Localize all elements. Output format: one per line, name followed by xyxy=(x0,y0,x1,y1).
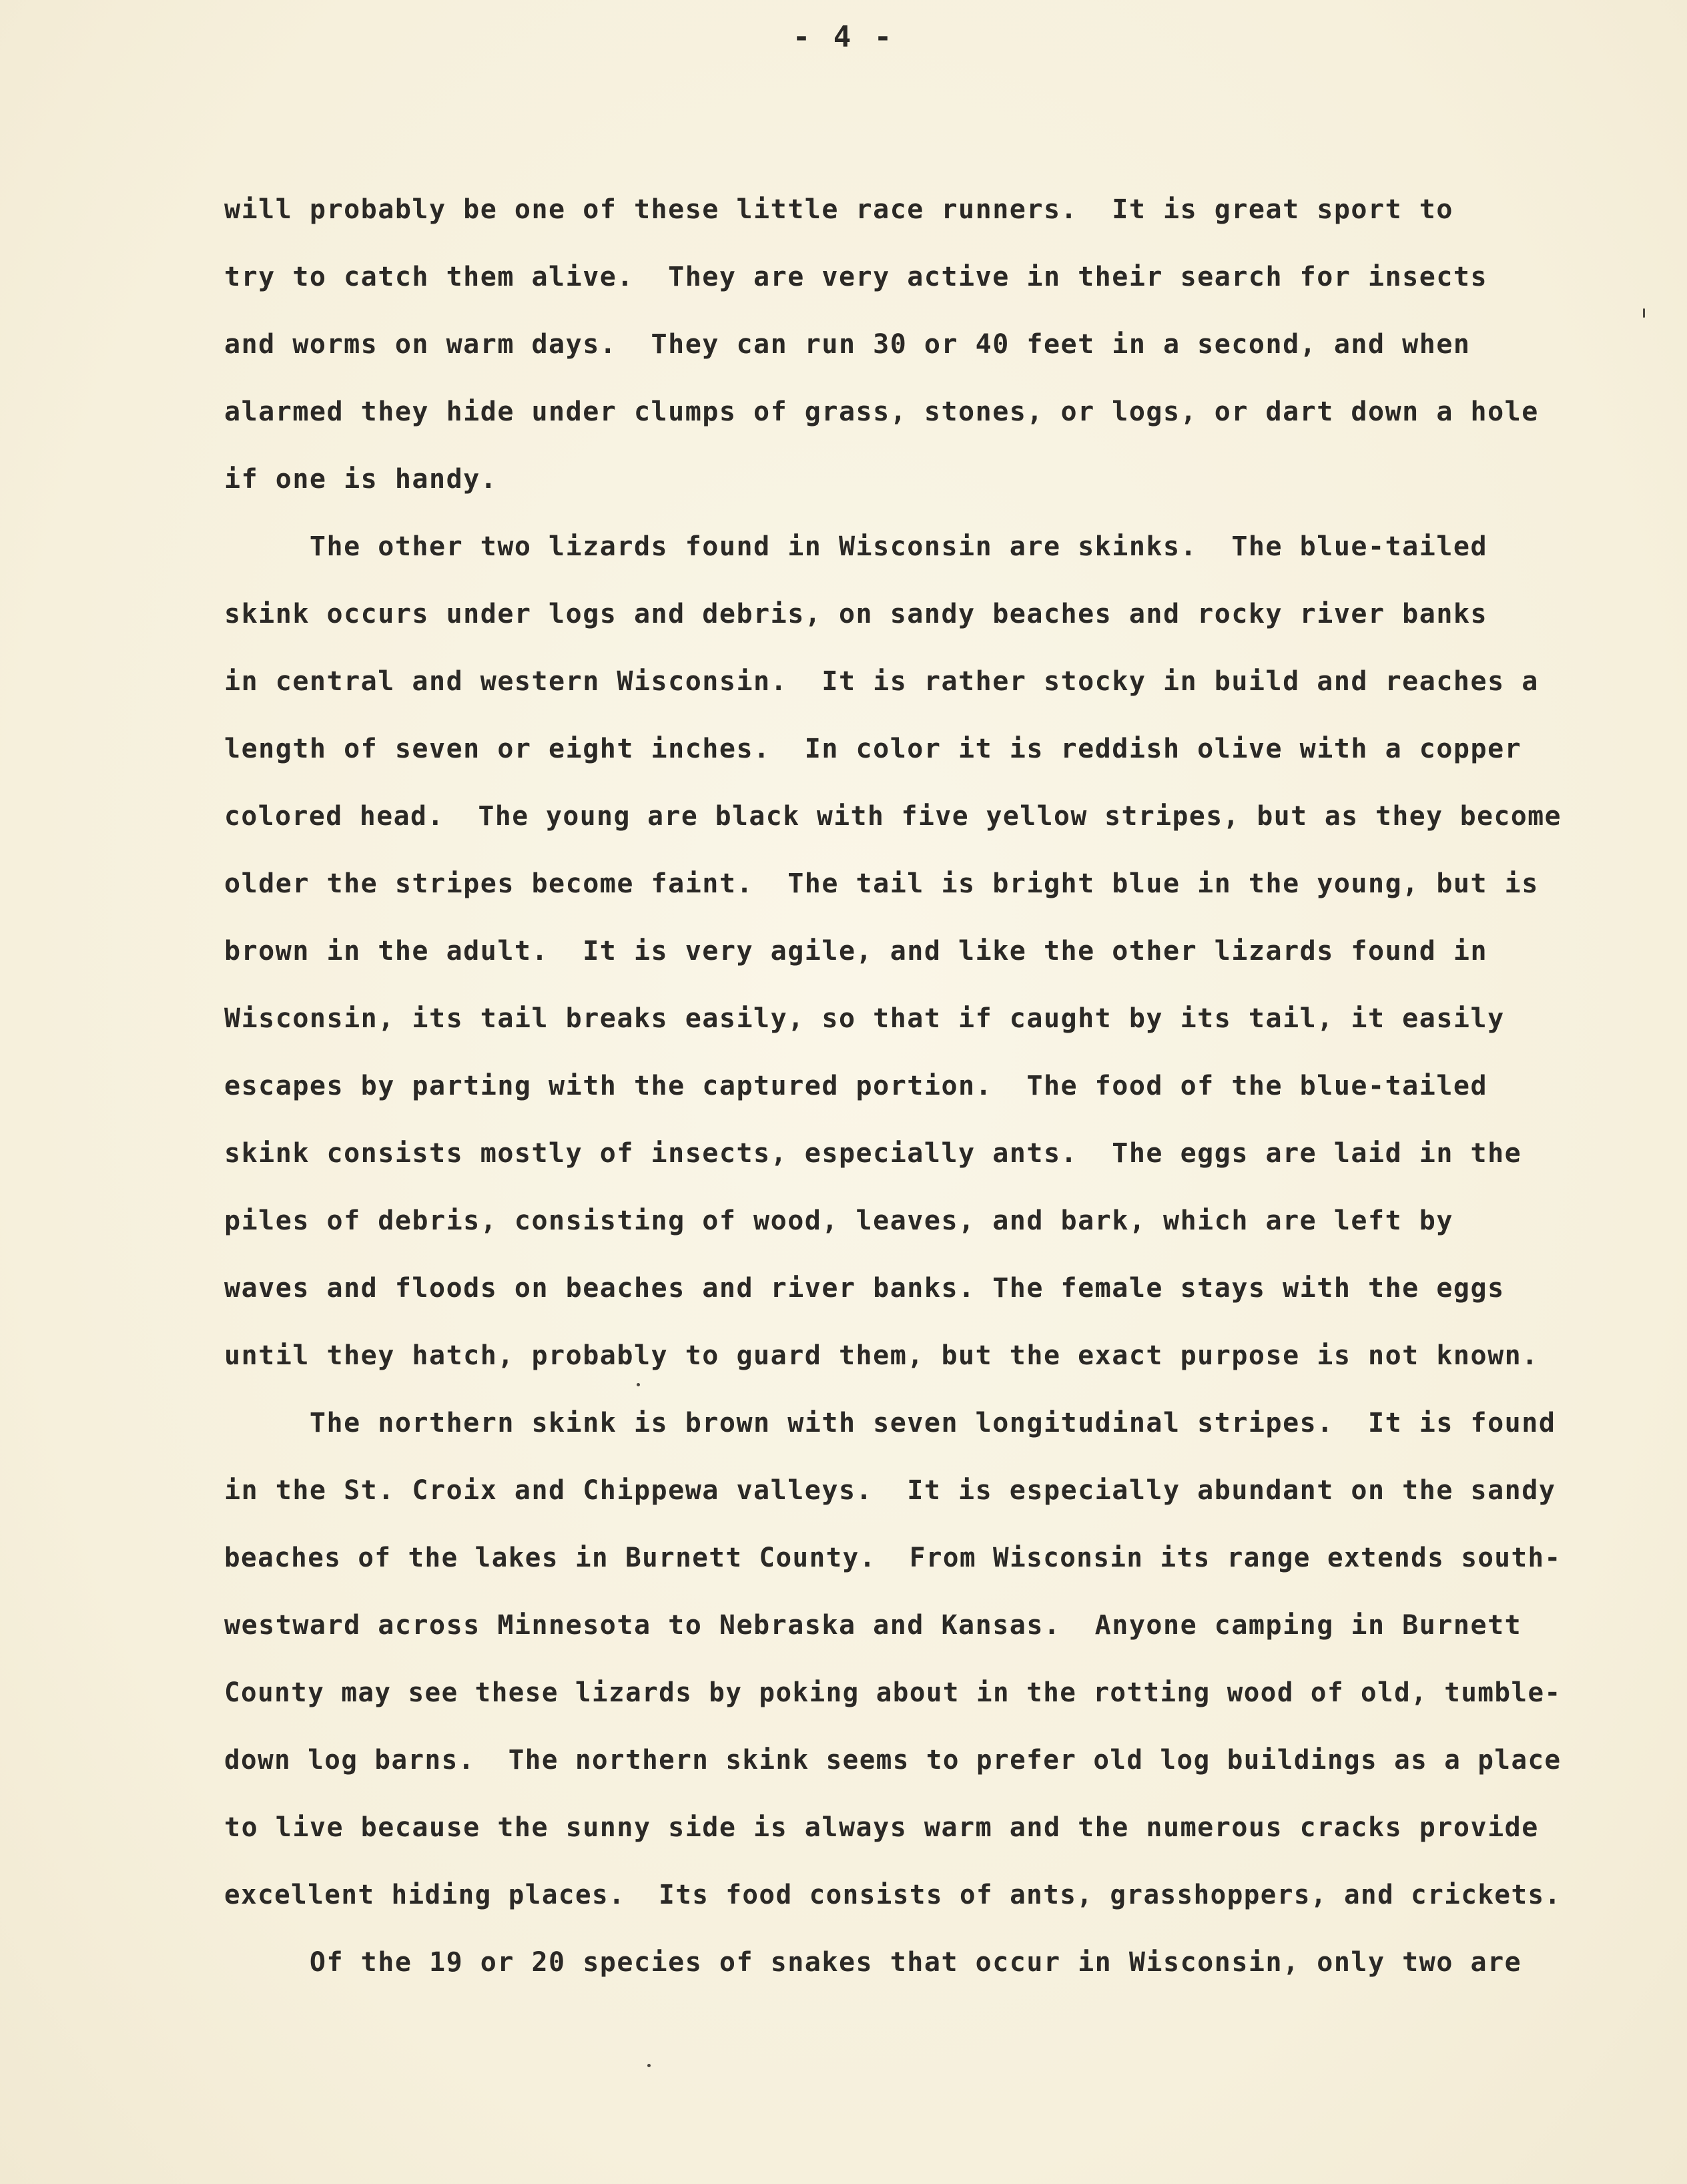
text-line: The northern skink is brown with seven longitudinal stripes. It is found xyxy=(224,1408,1556,1438)
text-line: beaches of the lakes in Burnett County. From Wisconsin its range extends south- xyxy=(224,1543,1562,1573)
text-line: to live because the sunny side is always warm and the numerous cracks provide xyxy=(224,1812,1539,1843)
text-line: skink occurs under logs and debris, on sandy beaches and rocky river banks xyxy=(224,599,1488,629)
text-line: excellent hiding places. Its food consists of ants, grasshoppers, and crickets. xyxy=(224,1880,1562,1910)
text-line: The other two lizards found in Wisconsin are skinks. The blue-tailed xyxy=(224,531,1488,562)
text-line: Wisconsin, its tail breaks easily, so that if caught by its tail, it easily xyxy=(224,1003,1505,1034)
text-line: westward across Minnesota to Nebraska and Kansas. Anyone camping in Burnett xyxy=(224,1610,1522,1641)
text-line: escapes by parting with the captured portion. The food of the blue-tailed xyxy=(224,1071,1488,1101)
text-line: until they hatch, probably to guard them, but the exact purpose is not known. xyxy=(224,1340,1539,1371)
text-line: County may see these lizards by poking about in the rotting wood of old, tumble- xyxy=(224,1677,1562,1708)
text-line: length of seven or eight inches. In color it is reddish olive with a copper xyxy=(224,734,1522,764)
paper-speck xyxy=(647,2064,651,2067)
text-line: colored head. The young are black with five yellow stripes, but as they become xyxy=(224,801,1562,832)
text-line: will probably be one of these little race runners. It is great sport to xyxy=(224,194,1453,225)
text-line: try to catch them alive. They are very active in their search for insects xyxy=(224,262,1488,292)
text-line: waves and floods on beaches and river banks. The female stays with the eggs xyxy=(224,1273,1505,1304)
text-line: down log barns. The northern skink seems to prefer old log buildings as a place xyxy=(224,1745,1562,1776)
paper-speck xyxy=(637,1383,640,1386)
text-line: Of the 19 or 20 species of snakes that occur in Wisconsin, only two are xyxy=(224,1947,1522,1978)
text-line: in central and western Wisconsin. It is rather stocky in build and reaches a xyxy=(224,666,1539,697)
text-line: alarmed they hide under clumps of grass, stones, or logs, or dart down a hole xyxy=(224,396,1539,427)
page-number: - 4 - xyxy=(792,20,895,54)
text-line: if one is handy. xyxy=(224,464,498,495)
text-line: brown in the adult. It is very agile, and like the other lizards found in xyxy=(224,936,1488,967)
text-line: and worms on warm days. They can run 30 or 40 feet in a second, and when xyxy=(224,329,1471,360)
text-line: piles of debris, consisting of wood, leaves, and bark, which are left by xyxy=(224,1205,1453,1236)
text-line: older the stripes become faint. The tail is bright blue in the young, but is xyxy=(224,868,1539,899)
text-line: in the St. Croix and Chippewa valleys. It is especially abundant on the sandy xyxy=(224,1475,1556,1506)
text-line: skink consists mostly of insects, especially ants. The eggs are laid in the xyxy=(224,1138,1522,1169)
paper-speck xyxy=(1643,308,1645,318)
